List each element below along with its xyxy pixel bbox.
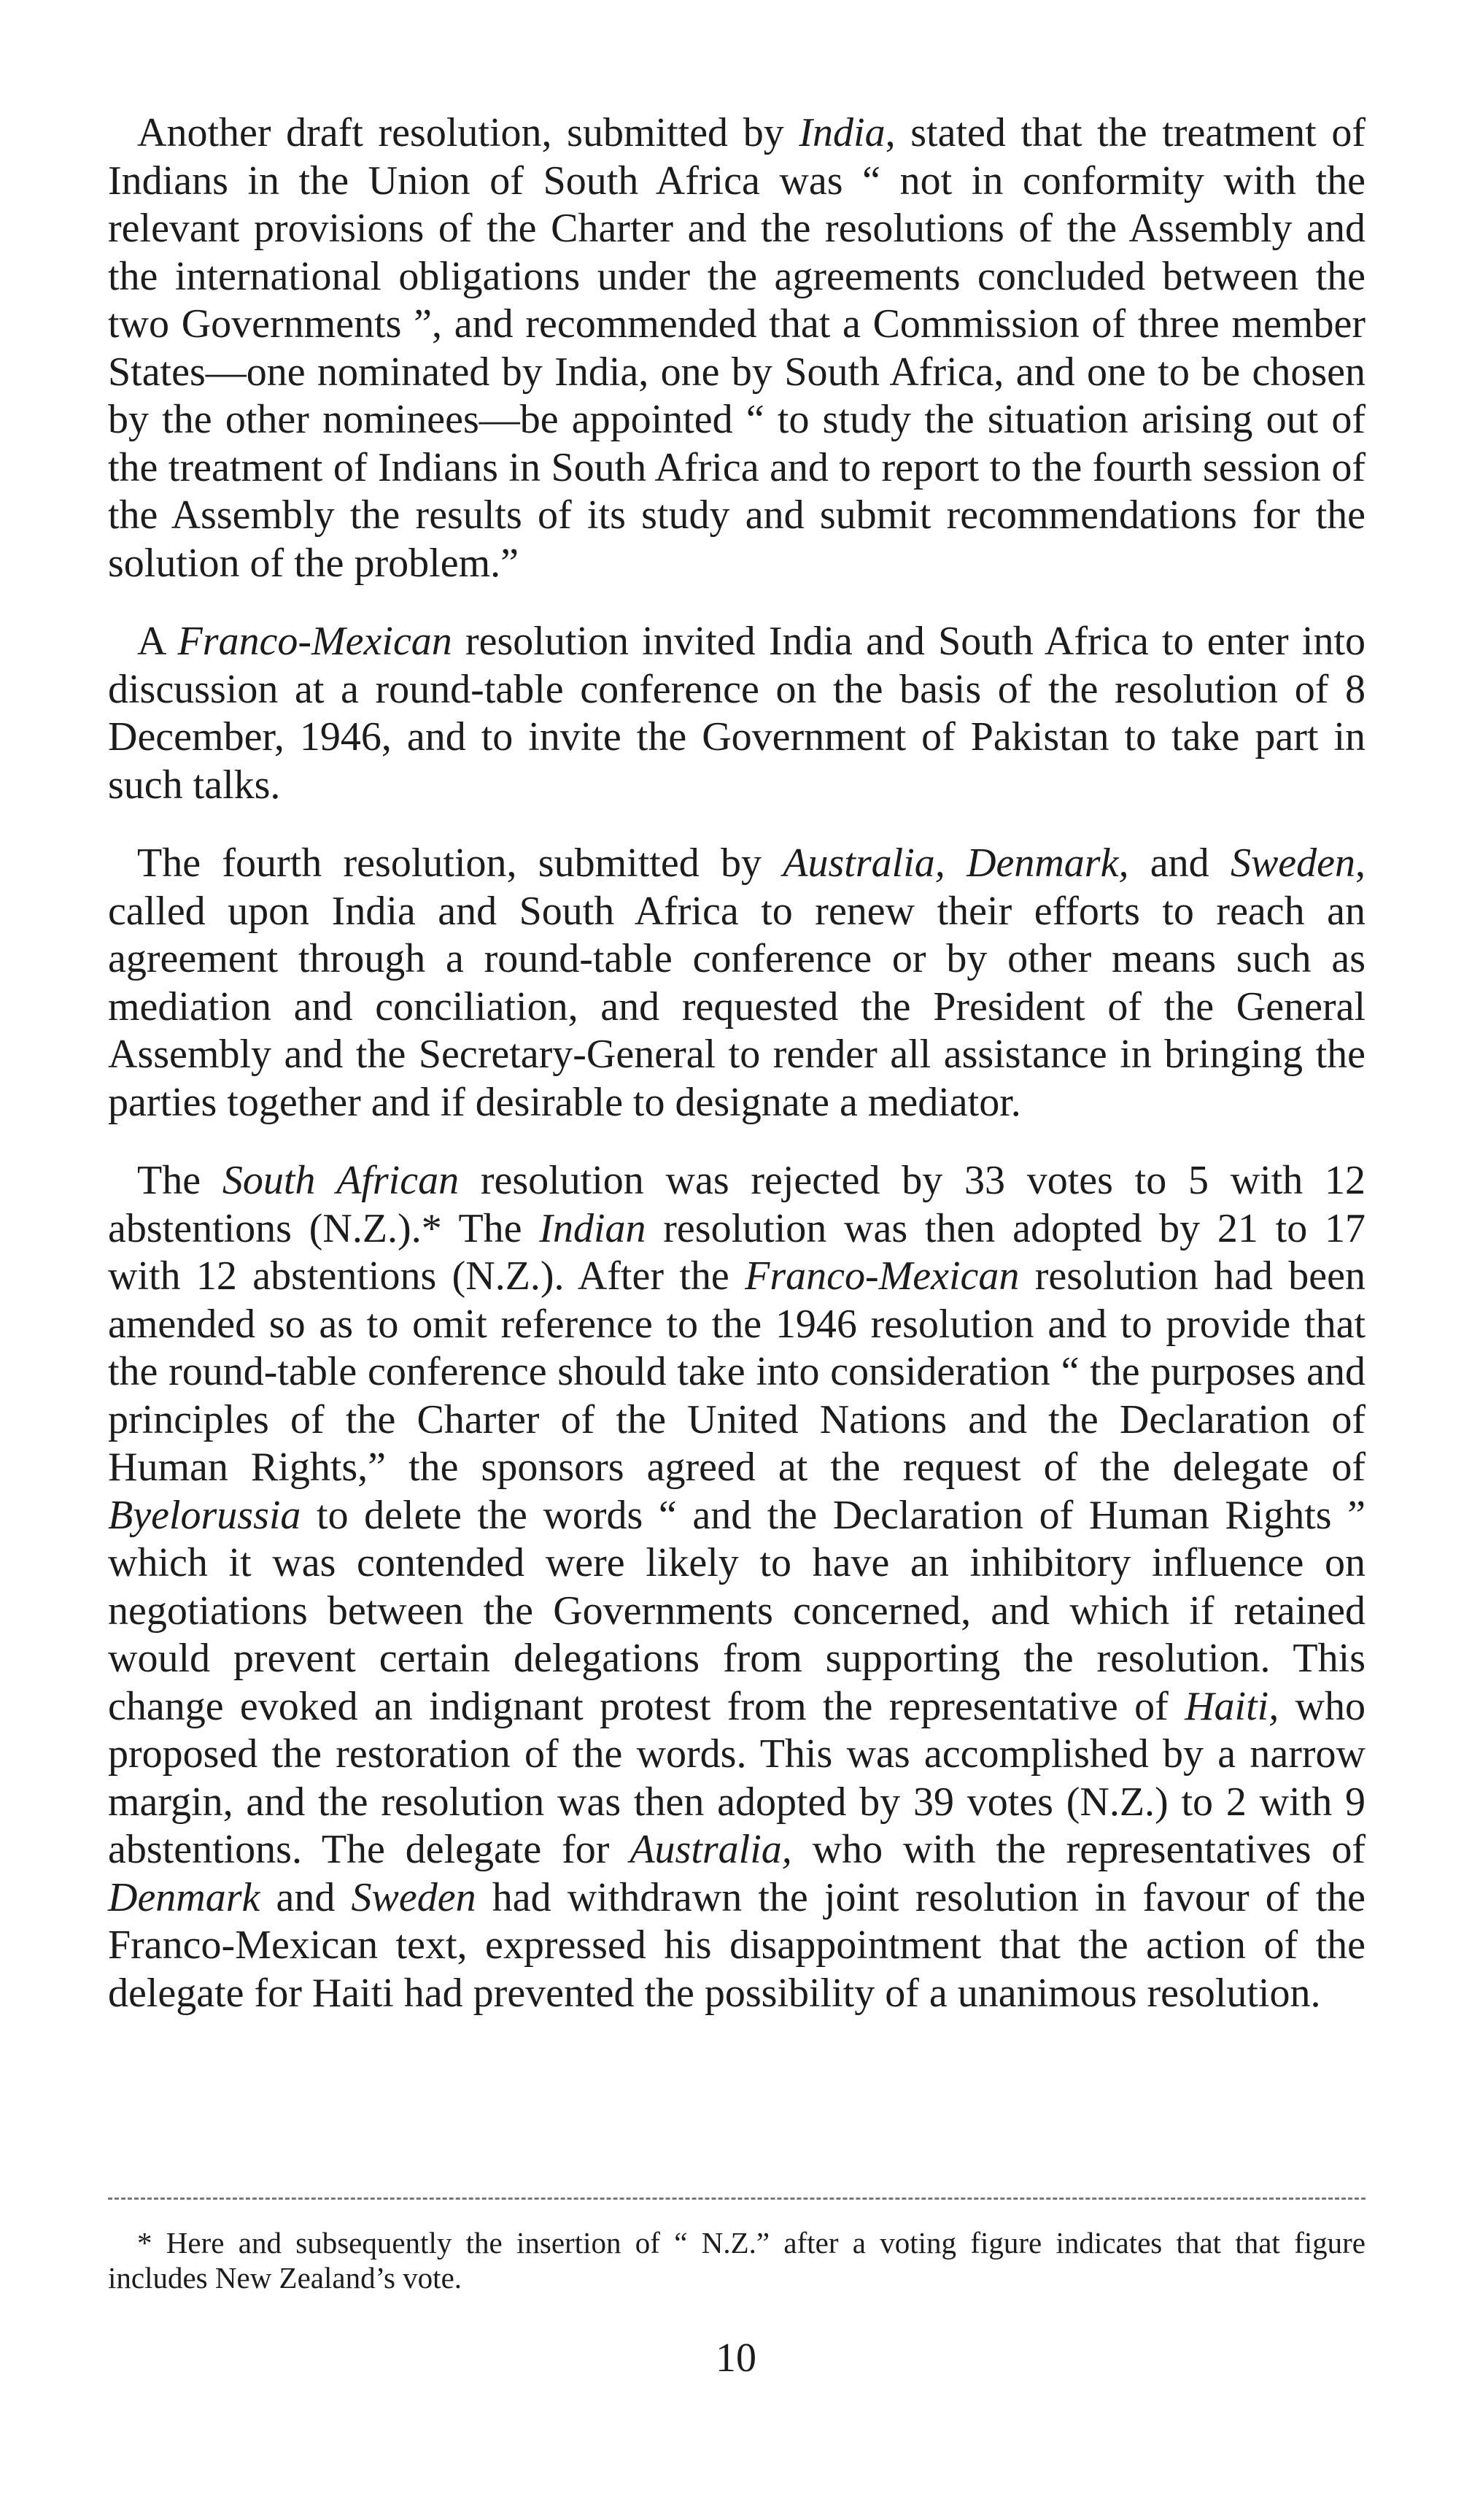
- italic-text: Sweden: [351, 1874, 476, 1920]
- text-run: and: [1128, 840, 1231, 886]
- page-number: 10: [716, 2335, 756, 2381]
- footnote: * Here and subsequently the insertion of “ N.Z.” after a voting figure indicates that that figure includes New Zealand’s vote.: [108, 2226, 1366, 2295]
- text-run: The: [137, 1158, 222, 1203]
- text-run: , stated that the treatment of Indians in the Union of South Africa was “ not in conformity with the relevant provisions of the Charter and the resolutions of the Assembly and the international obligations under the agreements concluded between the two Governments ”, and recommended that a Commission of three member States—one nominated by India, one by South Africa, and one to be chosen by the other nominees—be appointed “ to study the situation arising out of the treatment of Indians in South Africa and to report to the fourth session of the Assembly the results of its study and submit recommendations for the solution of the problem.”: [108, 110, 1366, 586]
- text-run: to delete the words “ and the Declaration of Human Rights ” which it was contended were likely to have an inhibitory influence on negotiations between the Governments concerned, and which if retained would prevent certain delegations from supporting the resolution. This change evoked an indignant protest from the representative of: [108, 1492, 1366, 1729]
- paragraph: [108, 840, 1366, 1126]
- text-run: resolution had been amended so as to omit reference to the 1946 resolution and to provide that the round-table conference should take into consideration “ the purposes and principles of the Charter of the United Nations and the Declaration of Human Rights,” the sponsors agreed at the request of the delegate of: [108, 1253, 1366, 1490]
- italic-text: Indian: [539, 1205, 646, 1251]
- text-run: The fourth resolution, submitted by: [137, 840, 783, 886]
- text-run: resolution was then adopted by 21 to 17 with 12 abstentions (N.Z.). After the: [108, 1205, 1366, 1299]
- italic-text: India: [799, 110, 886, 155]
- italic-text: Australia, Denmark,: [783, 840, 1129, 886]
- italic-text: Franco-Mexican: [745, 1253, 1020, 1299]
- italic-text: Haiti,: [1185, 1683, 1279, 1729]
- footnote-divider: [108, 2198, 1366, 2200]
- italic-text: Byelorussia: [108, 1492, 301, 1538]
- text-run: resolution was rejected by 33 votes to 5 with 12 abstentions (N.Z.).* The: [108, 1158, 1366, 1251]
- text-run: who proposed the restoration of the words. This was accomplished by a narrow margin, and the resolution was then adopted by 39 votes (N.Z.) to 2 with 9 abstentions. The delegate for: [108, 1683, 1366, 1872]
- text-run: resolution invited India and South Africa to enter into discussion at a round-table conference on the basis of the resolution of 8 December, 1946, and to invite the Government of Pakistan to take part in such talks.: [108, 619, 1366, 808]
- text-run: A: [137, 619, 178, 664]
- paragraph: [108, 109, 1366, 587]
- text-run: , called upon India and South Africa to renew their efforts to reach an agreement through a round-table conference or by other means such as mediation and conciliation, and requested the President of the General Assembly and the Secretary-General to render all assistance in bringing the parties together and if desirable to designate a mediator.: [108, 840, 1366, 1125]
- text-run: Another draft resolution, submitted by: [137, 110, 799, 155]
- italic-text: Denmark: [108, 1874, 260, 1920]
- text-run: who with the representatives of: [791, 1827, 1366, 1872]
- italic-text: Australia,: [630, 1827, 792, 1872]
- italic-text: Franco-Mexican: [177, 619, 452, 664]
- italic-text: South African: [222, 1158, 460, 1203]
- paragraph: [108, 1157, 1366, 2017]
- text-run: and: [260, 1874, 352, 1920]
- paragraph: [108, 618, 1366, 809]
- italic-text: Sweden: [1230, 840, 1355, 886]
- body-text: [108, 109, 1366, 2017]
- text-run: had withdrawn the joint resolution in favour of the Franco-Mexican text, expressed his disappointment that the action of the delegate for Haiti had prevented the possibility of a unanimous resolution.: [108, 1874, 1366, 2016]
